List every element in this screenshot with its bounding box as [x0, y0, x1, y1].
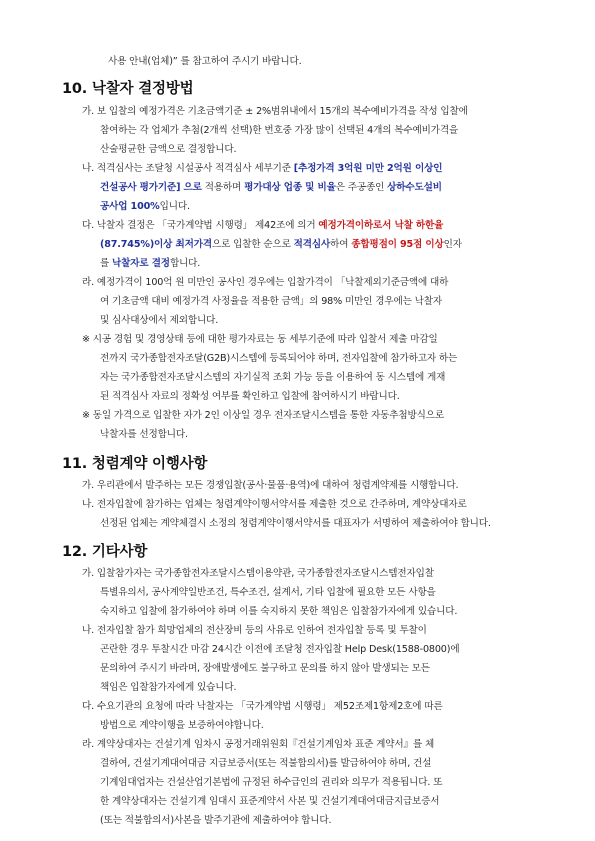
s10-item-da-3	[100, 258, 200, 270]
s10-da-text-4: 인자	[443, 239, 462, 250]
s11-item-na: 나. 전자입찰에 참가하는 업체는 청렴계약이행서약서를 제출한 것으로 간주하며, 계약상대자로	[82, 499, 467, 510]
s10-item-ra-3: 및 심사대상에서 제외합니다.	[100, 315, 219, 326]
s10-item-na-2	[100, 182, 442, 194]
s10-item-ga-2: 참여하는 각 업체가 추첨(2개씩 선택)한 번호중 가장 많이 선택된 4개의 복수예비가격을	[100, 125, 459, 136]
s10-da-review: 적격심사	[293, 239, 331, 250]
s10-item-ga: 가. 보 입찰의 예정가격은 기초금액기준 ± 2%범위내에서 15개의 복수예비가격을 작성 입찰에	[82, 106, 468, 117]
s12-item-ra-4: 한 계약상대자는 건설기계 임대시 표준계약서 사본 및 건설기계대여대금지급보증서	[100, 796, 440, 807]
s10-da-score: 종합평점이 95점 이상	[351, 239, 444, 250]
s12-item-ga-2: 특별유의서, 공사계약일반조건, 특수조건, 설계서, 기타 입찰에 필요한 모든 사항을	[100, 587, 436, 598]
s10-na-industry-2: 공사업 100%	[100, 201, 160, 212]
continued-line: 사용 안내(업체)” 를 참고하여 주시기 바랍니다.	[108, 56, 302, 67]
s10-na-text-4: 입니다.	[159, 201, 190, 212]
s12-item-ra-5: (또는 적불합의서)사본을 발주기관에 제출하여야 합니다.	[100, 815, 332, 826]
s10-na-text: 나. 적격심사는 조달청 시설공사 적격심사 세부기준	[82, 163, 294, 174]
s10-note-1-2: 전까지 국가종합전자조달(G2B)시스템에 등록되어야 하며, 전자입찰에 참가하고자 하는	[100, 353, 458, 364]
s12-item-na-2: 곤란한 경우 투찰시간 마감 24시간 이전에 조달청 전자입찰 Help Desk(1588-0800)에	[100, 644, 460, 655]
s10-note-1: ※ 시공 경험 및 경영상태 등에 대한 평가자료는 동 세부기준에 따라 입찰서 제출 마감일	[82, 334, 438, 345]
s12-item-da-2: 방법으로 계약이행을 보증하여야합니다.	[100, 720, 264, 731]
s10-item-da-2	[100, 239, 462, 251]
s10-da-text: 다. 낙찰자 결정은 「국가계약법 시행령」 제42조에 의거	[82, 220, 319, 231]
s11-item-ga: 가. 우리관에서 발주하는 모든 경쟁입찰(공사·물품·용역)에 대하여 청렴계약제를 시행합니다.	[82, 480, 459, 491]
s10-da-text-5: 를	[100, 258, 113, 269]
s10-na-text-3: 은 주공종인	[335, 182, 388, 193]
s10-note-1-3: 자는 국가종합전자조달시스템의 자기실적 조회 가능 등을 이용하여 동 시스템에 게재	[100, 372, 446, 383]
section-10-title: 10. 낙찰자 결정방법	[62, 81, 194, 97]
s10-item-ra-2: 여 기초금액 대비 예정가격 사정율을 적용한 금액」의 98% 미만인 경우에는 낙찰자	[100, 296, 442, 307]
s10-na-eval-target: 평가대상 업종 및 비율	[244, 182, 336, 193]
s12-item-ra-3: 기계임대업자는 건설산업기본법에 규정된 하수급인의 권리와 의무가 적용됩니다. 또	[100, 777, 443, 788]
s12-item-ra-2: 결하여, 건설기계대여대금 지급보증서(또는 적불합의서)를 발급하여야 하며, 건설	[100, 758, 432, 769]
section-12-title: 12. 기타사항	[62, 544, 148, 560]
s10-da-winner: 낙찰자로 결정	[112, 258, 170, 269]
s10-da-text-2: 으로 입찰한 순으로	[211, 239, 294, 250]
s12-item-ga: 가. 입찰참가자는 국가종합전자조달시스템이용약관, 국가종합전자조달시스템전자입찰	[82, 568, 434, 579]
s10-item-ra: 라. 예정가격이 100억 원 미만인 공사인 경우에는 입찰가격이 「낙찰제외기준금액에 대하	[82, 277, 449, 288]
s10-item-na	[82, 163, 442, 175]
s11-item-na-2: 선정된 업체는 계약체결시 소정의 청렴계약이행서약서를 대표자가 서명하여 제출하여야 합니다.	[100, 518, 491, 529]
s10-note-1-4: 된 적격심사 자료의 정확성 여부를 확인하고 입찰에 참여하시기 바랍니다.	[100, 391, 400, 402]
s10-na-criteria: [추정가격 3억원 미만 2억원 이상인	[293, 163, 443, 174]
s12-item-ra: 라. 계약상대자는 건설기계 임차시 공정거래위원회『건설기계임차 표준 계약서』를 체	[82, 739, 435, 750]
s12-item-na-3: 문의하여 주시기 바라며, 장애발생에도 불구하고 문의를 하지 않아 발생되는 모든	[100, 663, 430, 674]
s10-na-industry: 상하수도설비	[387, 182, 442, 193]
s10-na-criteria-2: 건설공사 평가기준] 으로	[100, 182, 202, 193]
s12-item-da: 다. 수요기관의 요청에 따라 낙찰자는 「국가계약법 시행령」 제52조제1항제2호에 따른	[82, 701, 443, 712]
s10-da-text-3: 하여	[330, 239, 352, 250]
s12-item-na: 나. 전자입찰 참가 희망업체의 전산장비 등의 사유로 인하여 전자입찰 등록 및 투찰이	[82, 625, 427, 636]
s10-da-rate: 예정가격이하로서 낙찰 하한율	[318, 220, 444, 231]
s10-note-2-2: 낙찰자를 선정합니다.	[100, 429, 188, 440]
s10-item-da	[82, 220, 443, 232]
s12-item-na-4: 책임은 입찰참가자에게 있습니다.	[100, 682, 237, 693]
s10-note-2: ※ 동일 가격으로 입찰한 자가 2인 이상일 경우 전자조달시스템을 통한 자동추첨방식으로	[82, 410, 444, 421]
s10-na-text-2: 적용하며	[201, 182, 245, 193]
s10-da-rate-2: (87.745%)이상 최저가격	[100, 239, 212, 250]
s10-da-text-6: 합니다.	[169, 258, 201, 269]
s10-item-ga-3: 산술평균한 금액으로 결정합니다.	[100, 144, 237, 155]
section-11-title: 11. 청렴계약 이행사항	[62, 456, 208, 472]
s12-item-ga-3: 숙지하고 입찰에 참가하여야 하며 이를 숙지하지 못한 책임은 입찰참가자에게 있습니다.	[100, 606, 458, 617]
s10-item-na-3	[100, 201, 190, 213]
